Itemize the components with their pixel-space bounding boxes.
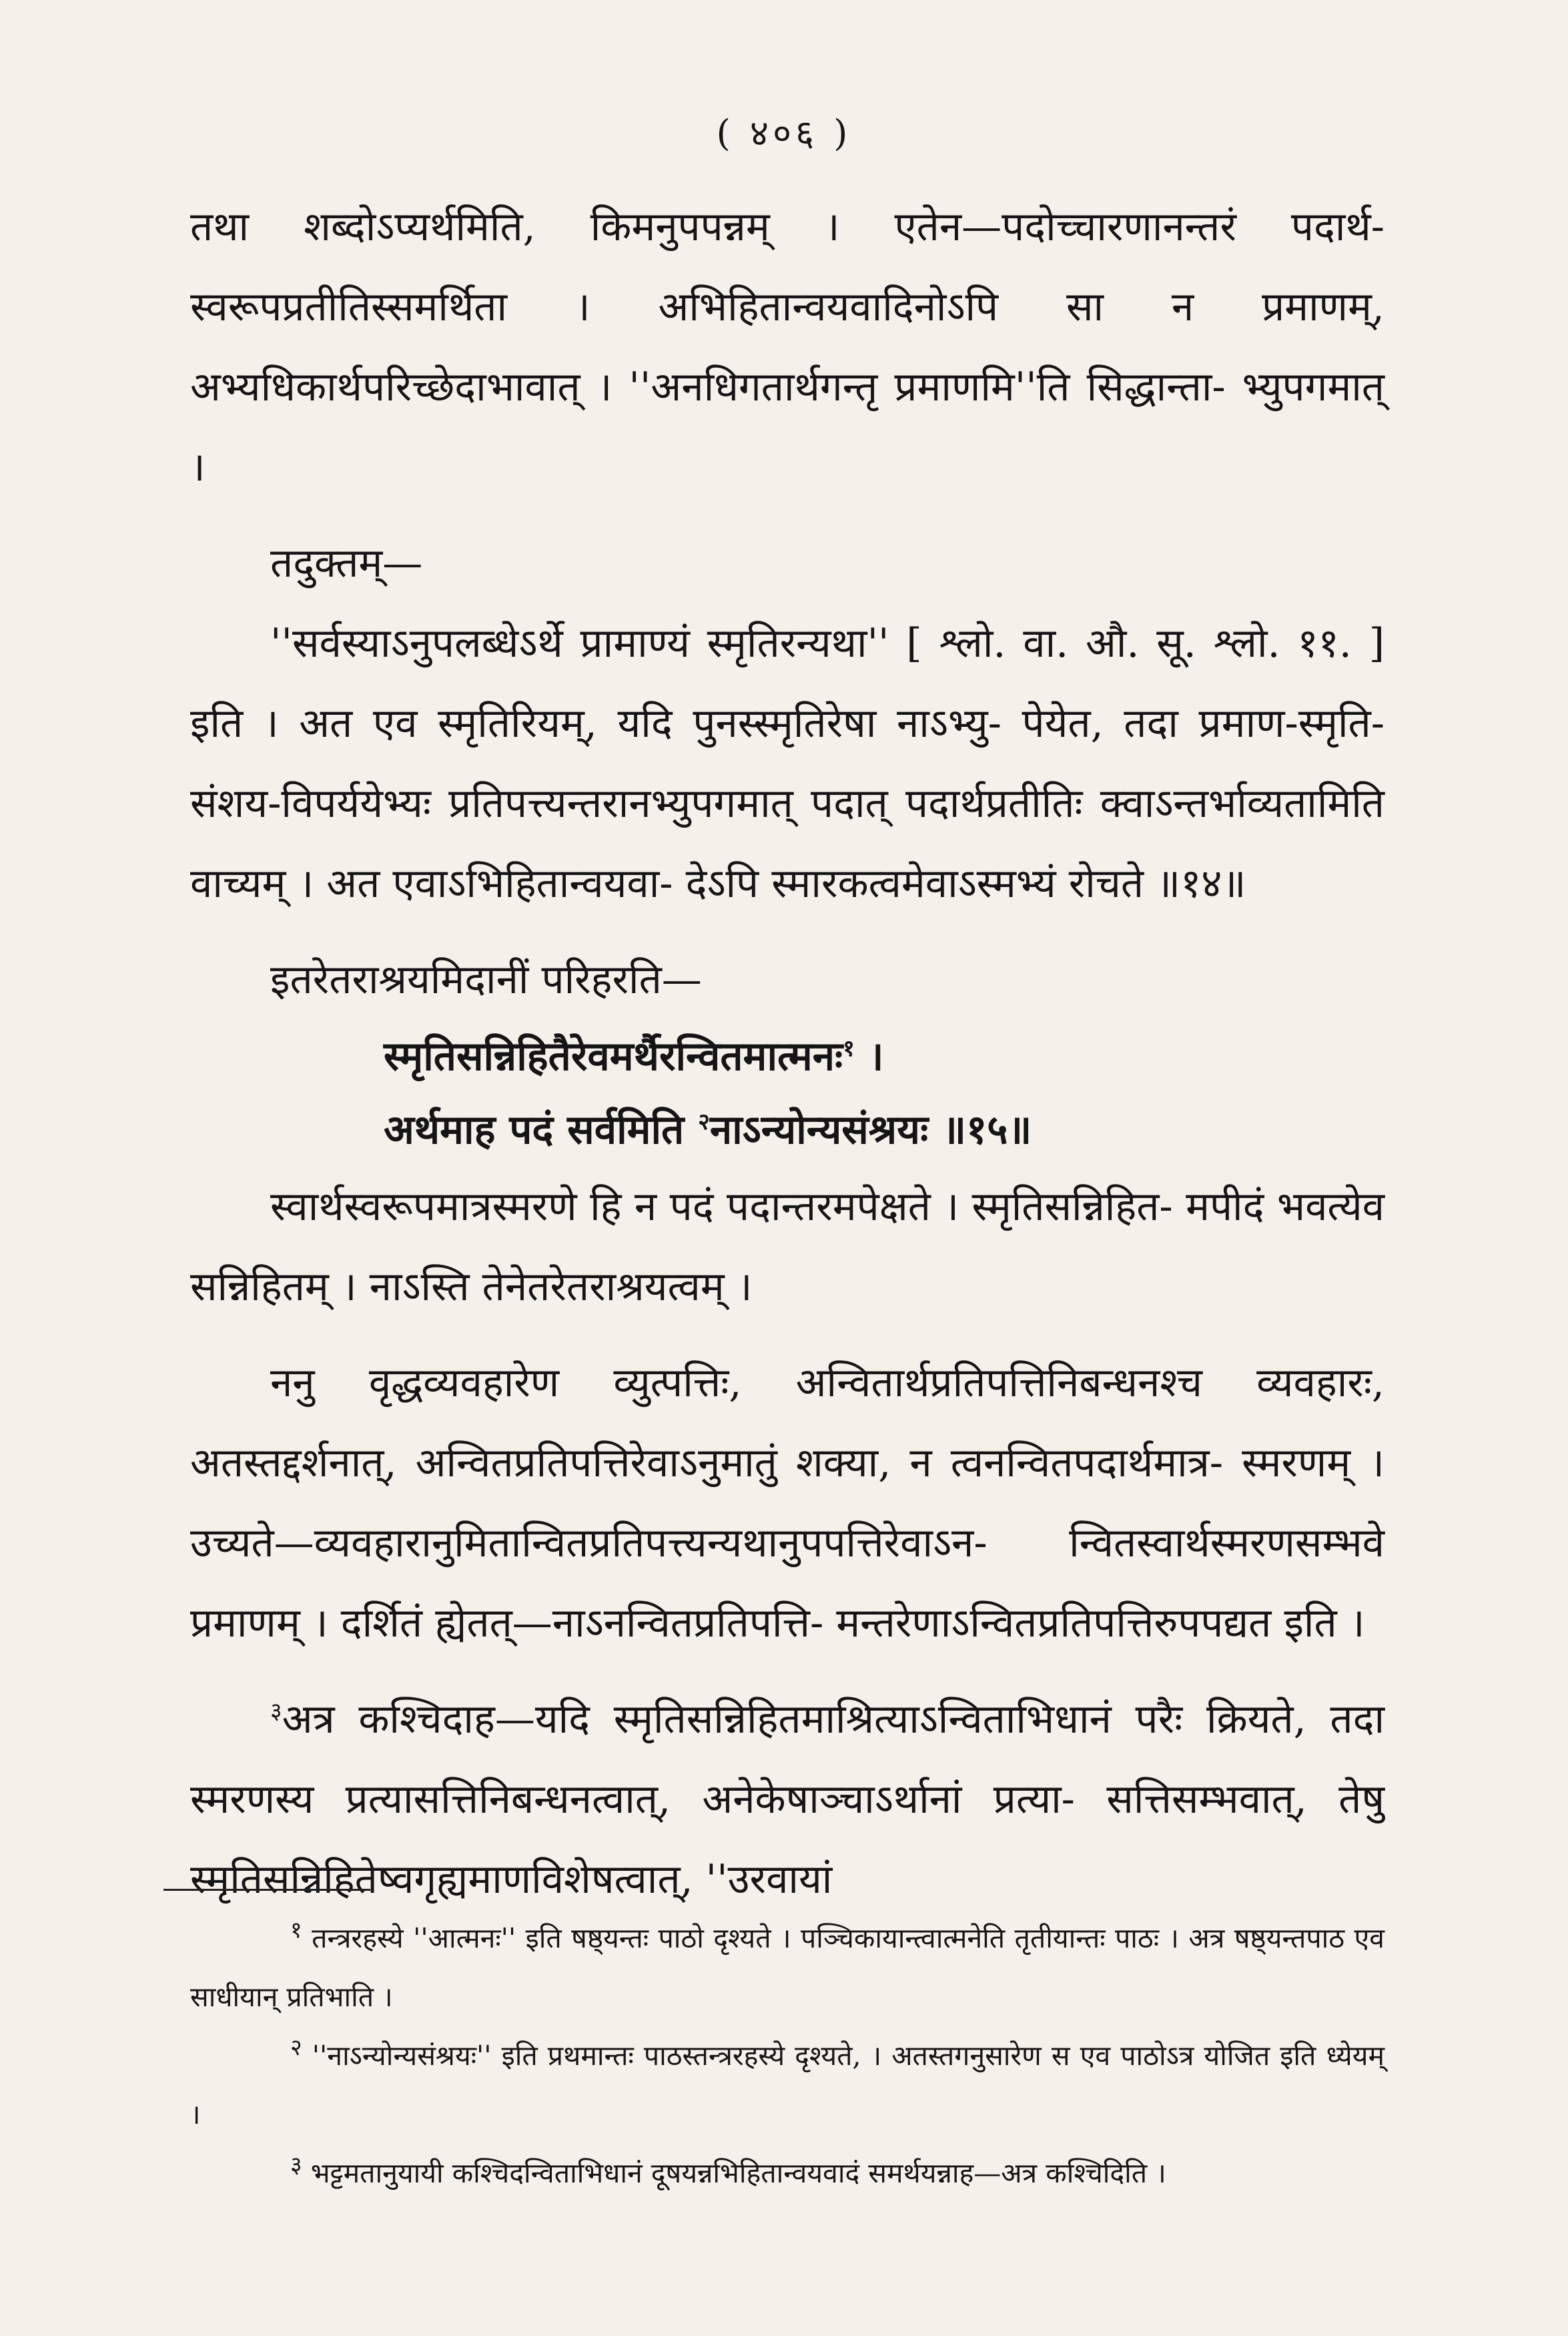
verse-line-1 xyxy=(190,1020,1385,1093)
footnote-3-text: भट्टमतानुयायी कश्चिदन्विताभिधानं दूषयन्नभिहितान्वयवादं समर्थयन्नाह—अत्र कश्चिदिति । xyxy=(310,2157,1166,2189)
footnote-divider xyxy=(163,1889,370,1891)
paragraph-nanu: ननु वृद्धव्यवहारेण व्युत्पत्तिः, अन्वितार्थप्रतिपत्तिनिबन्धनश्च व्यवहारः, अतस्तद्दर्शनात्, अन्वितप्रतिपत्तिरेवाऽनुमातुं शक्या, न त्वनन्वितपदार्थमात्र- स्मरणम् । उच्यते—व्यवहारानुमितान्वितप्रतिपत्त्यन्यथानुपपत्तिरेवाऽन- न्वितस्वार्थस्मरणसम्भवे प्रमाणम् । दर्शितं ह्येतत्—नाऽनन्वितप्रतिपत्ति- मन्तरेणाऽन्वितप्रतिपत्तिरुपपद्यत इति । xyxy=(190,1360,1385,1647)
verse-line-2-end: नाऽन्योन्यसंश्रयः ॥१५॥ xyxy=(709,1107,1032,1153)
footnote-ref-2: २ xyxy=(698,1109,710,1135)
paragraph-tad-uktam: तदुक्तम्— xyxy=(270,540,423,587)
footnote-1-text: तन्त्ररहस्ये ''आत्मनः'' इति षष्ठ्यन्तः पाठो दृश्यते । पञ्चिकायान्त्वात्मनेति तृतीयान्तः पाठः । अत्र षष्ठ्यन्तपाठ एव साधीयान् प्रतिभाति । xyxy=(190,1922,1385,2013)
verse-line-1-text: स्मृतिसन्निहितैरेवमर्थैरन्वितमात्मनः xyxy=(384,1033,843,1080)
verse-line-2-text: अर्थमाह पदं सर्वमिति xyxy=(384,1107,699,1153)
footnotes xyxy=(190,1909,1385,2203)
verse-line-2 xyxy=(190,1093,1385,1167)
footnote-2-text: ''नाऽन्योन्यसंश्रयः'' इति प्रथमान्तः पाठस्तन्त्ररहस्ये दृश्यते, । अतस्तगनुसारेण स एव पाठोऽत्र योजित इति ध्येयम् । xyxy=(190,2040,1385,2130)
paragraph-intro-verse: इतरेतराश्रयमिदानीं परिहरति— xyxy=(270,956,702,1003)
paragraph-atra xyxy=(190,1679,1385,1920)
verse-line-1-end: । xyxy=(854,1033,884,1080)
page-number: ( ४०६ ) xyxy=(716,112,852,154)
paragraph-svartha: स्वार्थस्वरूपमात्रस्मरणे हि न पदं पदान्तरमपेक्षते । स्मृतिसन्निहित- मपीदं भवत्येव सन्निहितम् । नाऽस्ति तेनेतरेतराश्रयत्वम् । xyxy=(190,1183,1385,1310)
footnote-1-mark: १ xyxy=(290,1917,302,1944)
footnote-2-mark: २ xyxy=(290,2034,302,2062)
footnote-3 xyxy=(190,2144,1385,2203)
footnote-2 xyxy=(190,2026,1385,2144)
footnote-ref-3: ३ xyxy=(270,1698,282,1725)
main-text xyxy=(190,187,1385,1920)
paragraph-quote: ''सर्वस्याऽनुपलब्धेऽर्थे प्रामाण्यं स्मृतिरन्यथा'' [ श्लो. वा. औ. सू. श्लो. ११. ] इति । अत एव स्मृतिरियम्, यदि पुनस्स्मृतिरेषा नाऽभ्यु- पेयेत, तदा प्रमाण-स्मृति-संशय-विपर्ययेभ्यः प्रतिपत्त्यन्तरानभ्युपगमात् पदात् पदार्थप्रतीतिः क्वाऽन्तर्भाव्यतामिति वाच्यम् । अत एवाऽभिहितान्वयवा- देऽपि स्मारकत्वमेवाऽस्मभ्यं रोचते ॥१४॥ xyxy=(190,620,1385,907)
footnote-1 xyxy=(190,1909,1385,2026)
footnote-ref-1: १ xyxy=(843,1035,855,1062)
paragraph-atra-text: अत्र कश्चिदाह—यदि स्मृतिसन्निहितमाश्रित्याऽन्विताभिधानं परैः क्रियते, तदा स्मरणस्य प्रत्यासत्तिनिबन्धनत्वात्, अनेकेषाञ्चाऽर्थानां प्रत्या- सत्तिसम्भवात्, तेषु स्मृतिसन्निहितेष्वगृह्यमाणविशेषत्वात्, ''उरवायां xyxy=(190,1696,1385,1903)
paragraph-1: तथा शब्दोऽप्यर्थमिति, किमनुपपन्नम् । एतेन—पदोच्चारणानन्तरं पदार्थ- स्वरूपप्रतीतिस्समर्थिता । अभिहितान्वयवादिनोऽपि सा न प्रमाणम्, अभ्यधिकार्थपरिच्छेदाभावात् । ''अनधिगतार्थगन्तृ प्रमाणमि''ति सिद्धान्ता- भ्युपगमात् । xyxy=(190,204,1385,491)
footnote-3-mark: ३ xyxy=(290,2152,302,2179)
